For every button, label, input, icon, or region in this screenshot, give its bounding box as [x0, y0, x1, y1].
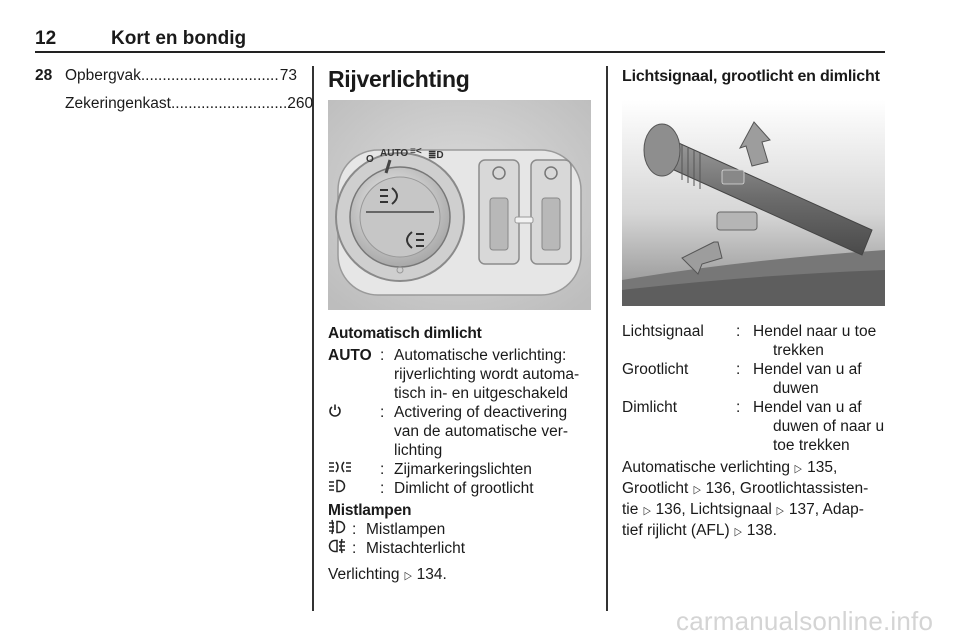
definition-row: : Dimlicht of grootlicht	[328, 479, 593, 498]
toc-item-label: Zekeringenkast	[65, 95, 171, 112]
toc-item[interactable]	[35, 94, 314, 114]
signal-definitions	[622, 322, 887, 455]
page-reference-icon: ▷	[404, 570, 412, 582]
toc-list	[35, 66, 314, 114]
definition-row: Grootlicht : Hendel van u af duwen	[622, 361, 862, 397]
definition-row: : Mistachterlicht	[328, 539, 593, 558]
signal-heading: Lichtsignaal, grootlicht en dimlicht	[622, 68, 880, 85]
stalk-illustration	[622, 100, 885, 306]
definition-row: Dimlicht : Hendel van u af duwen of naar u toe trekken	[622, 399, 885, 454]
signal-references	[622, 458, 887, 542]
definition-row: AUTO : Automatische verlichting: rijverlichting wordt automa- tisch in- en uitgeschakeld	[328, 347, 580, 402]
section-title: Rijverlichting	[328, 66, 470, 92]
reference-line[interactable]: tief rijlicht (AFL) ▷ 138.	[622, 521, 887, 542]
fog-definitions	[328, 520, 593, 558]
toc-item-page: 260	[287, 95, 314, 112]
reference-line[interactable]: tie ▷ 136, Lichtsignaal ▷ 137, Adap-	[622, 500, 887, 521]
page-reference-icon: ▷	[776, 505, 784, 517]
signal-term: Grootlicht	[622, 361, 689, 378]
toc-leader-dots: ................................	[140, 67, 279, 84]
toc-item[interactable]	[35, 66, 297, 86]
auto-dim-definitions	[328, 346, 593, 498]
page-reference-icon: ▷	[794, 463, 803, 475]
svg-text:≡<: ≡<	[410, 146, 422, 157]
definition-row: : Mistlampen	[328, 520, 593, 539]
light-switch-figure	[328, 100, 591, 310]
page-reference-icon: ▷	[734, 526, 742, 538]
stalk-figure	[622, 100, 885, 306]
fog-heading: Mistlampen	[328, 502, 412, 519]
light-switch-illustration	[328, 100, 591, 310]
page-reference-icon: ▷	[693, 484, 701, 496]
rear-fog-icon	[328, 539, 346, 558]
definition-row: Lichtsignaal : Hendel naar u toe trekken	[622, 323, 877, 359]
reference-line[interactable]: Automatische verlichting ▷ 135,	[622, 458, 887, 479]
power-icon	[328, 403, 342, 422]
auto-term: AUTO	[328, 347, 372, 364]
definition-row: : Activering of deactivering van de automatische ver- lichting	[328, 403, 593, 460]
column-divider-2	[606, 66, 608, 611]
column-divider-1	[312, 66, 314, 611]
header-rule	[35, 51, 885, 53]
front-fog-icon	[328, 520, 346, 539]
definition-row: : Zijmarkeringslichten	[328, 460, 593, 479]
lighting-reference[interactable]: Verlichting ▷ 134.	[328, 565, 447, 586]
page-reference-icon: ▷	[643, 505, 651, 517]
signal-term: Dimlicht	[622, 399, 678, 416]
auto-dim-heading: Automatisch dimlicht	[328, 325, 482, 342]
watermark: carmanualsonline.info	[676, 606, 934, 636]
svg-text:≣D: ≣D	[428, 150, 444, 161]
side-marker-lights-icon	[328, 460, 352, 479]
toc-item-number: 28	[35, 67, 53, 84]
reference-line[interactable]: Grootlicht ▷ 136, Grootlichtassisten-	[622, 479, 887, 500]
page-number: 12	[35, 28, 57, 49]
chapter-title: Kort en bondig	[111, 28, 247, 49]
signal-term: Lichtsignaal	[622, 323, 704, 340]
low-beam-icon	[328, 479, 346, 498]
toc-item-label: Opbergvak	[65, 67, 141, 84]
toc-item-page: 73	[279, 67, 297, 84]
switch-power-mark: O	[366, 154, 374, 165]
switch-auto-mark: AUTO	[380, 148, 409, 159]
toc-leader-dots: ...........................	[170, 95, 288, 112]
